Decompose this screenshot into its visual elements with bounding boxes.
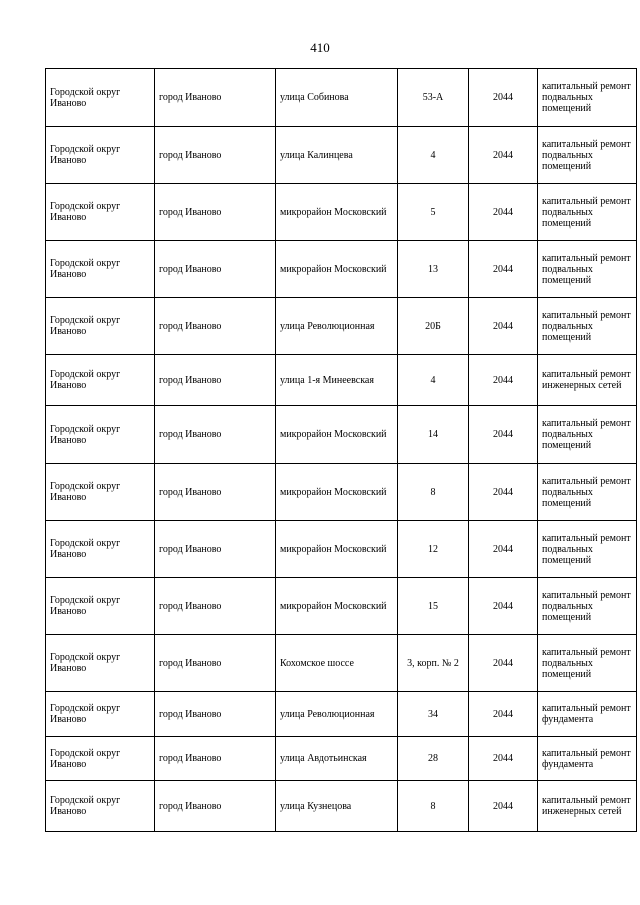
house-number-cell: 4 bbox=[398, 355, 469, 406]
year-cell: 2044 bbox=[469, 406, 538, 464]
page-number: 410 bbox=[310, 40, 330, 55]
work-type-cell: капитальный ремонт подвальных помещений bbox=[538, 298, 637, 355]
house-number-cell: 15 bbox=[398, 578, 469, 635]
year-cell: 2044 bbox=[469, 781, 538, 832]
year-cell: 2044 bbox=[469, 635, 538, 692]
city-cell: город Иваново bbox=[155, 781, 276, 832]
street-cell: улица Революционная bbox=[276, 692, 398, 737]
street-cell: микрорайон Московский bbox=[276, 184, 398, 241]
year-cell: 2044 bbox=[469, 298, 538, 355]
year-cell: 2044 bbox=[469, 241, 538, 298]
work-type-cell: капитальный ремонт подвальных помещений bbox=[538, 184, 637, 241]
year-cell: 2044 bbox=[469, 355, 538, 406]
okrug-cell: Городской округ Иваново bbox=[46, 692, 155, 737]
housing-repair-table bbox=[45, 68, 637, 832]
okrug-cell: Городской округ Иваново bbox=[46, 406, 155, 464]
year-cell: 2044 bbox=[469, 127, 538, 184]
work-type-cell: капитальный ремонт подвальных помещений bbox=[538, 578, 637, 635]
okrug-cell: Городской округ Иваново bbox=[46, 578, 155, 635]
city-cell: город Иваново bbox=[155, 69, 276, 127]
okrug-cell: Городской округ Иваново bbox=[46, 635, 155, 692]
house-number-cell: 4 bbox=[398, 127, 469, 184]
okrug-cell: Городской округ Иваново bbox=[46, 69, 155, 127]
year-cell: 2044 bbox=[469, 737, 538, 781]
house-number-cell: 8 bbox=[398, 781, 469, 832]
table-row bbox=[46, 184, 637, 241]
city-cell: город Иваново bbox=[155, 298, 276, 355]
table-body bbox=[46, 69, 637, 832]
house-number-cell: 12 bbox=[398, 521, 469, 578]
table-row bbox=[46, 241, 637, 298]
city-cell: город Иваново bbox=[155, 737, 276, 781]
year-cell: 2044 bbox=[469, 184, 538, 241]
street-cell: улица Калинцева bbox=[276, 127, 398, 184]
okrug-cell: Городской округ Иваново bbox=[46, 184, 155, 241]
city-cell: город Иваново bbox=[155, 635, 276, 692]
year-cell: 2044 bbox=[469, 69, 538, 127]
street-cell: микрорайон Московский bbox=[276, 241, 398, 298]
table-row bbox=[46, 298, 637, 355]
city-cell: город Иваново bbox=[155, 406, 276, 464]
street-cell: улица Революционная bbox=[276, 298, 398, 355]
street-cell: улица Собинова bbox=[276, 69, 398, 127]
year-cell: 2044 bbox=[469, 464, 538, 521]
okrug-cell: Городской округ Иваново bbox=[46, 355, 155, 406]
house-number-cell: 53-А bbox=[398, 69, 469, 127]
table-row bbox=[46, 69, 637, 127]
okrug-cell: Городской округ Иваново bbox=[46, 521, 155, 578]
okrug-cell: Городской округ Иваново bbox=[46, 464, 155, 521]
year-cell: 2044 bbox=[469, 692, 538, 737]
street-cell: улица Кузнецова bbox=[276, 781, 398, 832]
okrug-cell: Городской округ Иваново bbox=[46, 298, 155, 355]
table-row bbox=[46, 355, 637, 406]
city-cell: город Иваново bbox=[155, 464, 276, 521]
house-number-cell: 3, корп. № 2 bbox=[398, 635, 469, 692]
work-type-cell: капитальный ремонт подвальных помещений bbox=[538, 406, 637, 464]
work-type-cell: капитальный ремонт подвальных помещений bbox=[538, 464, 637, 521]
house-number-cell: 13 bbox=[398, 241, 469, 298]
house-number-cell: 20Б bbox=[398, 298, 469, 355]
city-cell: город Иваново bbox=[155, 521, 276, 578]
street-cell: микрорайон Московский bbox=[276, 578, 398, 635]
year-cell: 2044 bbox=[469, 521, 538, 578]
table-row bbox=[46, 781, 637, 832]
table-row bbox=[46, 578, 637, 635]
okrug-cell: Городской округ Иваново bbox=[46, 737, 155, 781]
work-type-cell: капитальный ремонт подвальных помещений bbox=[538, 69, 637, 127]
work-type-cell: капитальный ремонт подвальных помещений bbox=[538, 521, 637, 578]
street-cell: улица 1-я Минеевская bbox=[276, 355, 398, 406]
house-number-cell: 8 bbox=[398, 464, 469, 521]
work-type-cell: капитальный ремонт подвальных помещений bbox=[538, 241, 637, 298]
street-cell: микрорайон Московский bbox=[276, 464, 398, 521]
table-row bbox=[46, 692, 637, 737]
house-number-cell: 5 bbox=[398, 184, 469, 241]
city-cell: город Иваново bbox=[155, 578, 276, 635]
street-cell: микрорайон Московский bbox=[276, 521, 398, 578]
street-cell: улица Авдотьинская bbox=[276, 737, 398, 781]
work-type-cell: капитальный ремонт подвальных помещений bbox=[538, 635, 637, 692]
work-type-cell: капитальный ремонт инженерных сетей bbox=[538, 781, 637, 832]
street-cell: Кохомское шоссе bbox=[276, 635, 398, 692]
table-row bbox=[46, 635, 637, 692]
city-cell: город Иваново bbox=[155, 241, 276, 298]
table-row bbox=[46, 406, 637, 464]
table-row bbox=[46, 464, 637, 521]
house-number-cell: 34 bbox=[398, 692, 469, 737]
work-type-cell: капитальный ремонт фундамента bbox=[538, 737, 637, 781]
work-type-cell: капитальный ремонт подвальных помещений bbox=[538, 127, 637, 184]
okrug-cell: Городской округ Иваново bbox=[46, 241, 155, 298]
city-cell: город Иваново bbox=[155, 184, 276, 241]
table-row bbox=[46, 521, 637, 578]
city-cell: город Иваново bbox=[155, 692, 276, 737]
work-type-cell: капитальный ремонт фундамента bbox=[538, 692, 637, 737]
work-type-cell: капитальный ремонт инженерных сетей bbox=[538, 355, 637, 406]
house-number-cell: 28 bbox=[398, 737, 469, 781]
year-cell: 2044 bbox=[469, 578, 538, 635]
okrug-cell: Городской округ Иваново bbox=[46, 127, 155, 184]
street-cell: микрорайон Московский bbox=[276, 406, 398, 464]
city-cell: город Иваново bbox=[155, 127, 276, 184]
table-row bbox=[46, 737, 637, 781]
city-cell: город Иваново bbox=[155, 355, 276, 406]
house-number-cell: 14 bbox=[398, 406, 469, 464]
okrug-cell: Городской округ Иваново bbox=[46, 781, 155, 832]
table-row bbox=[46, 127, 637, 184]
